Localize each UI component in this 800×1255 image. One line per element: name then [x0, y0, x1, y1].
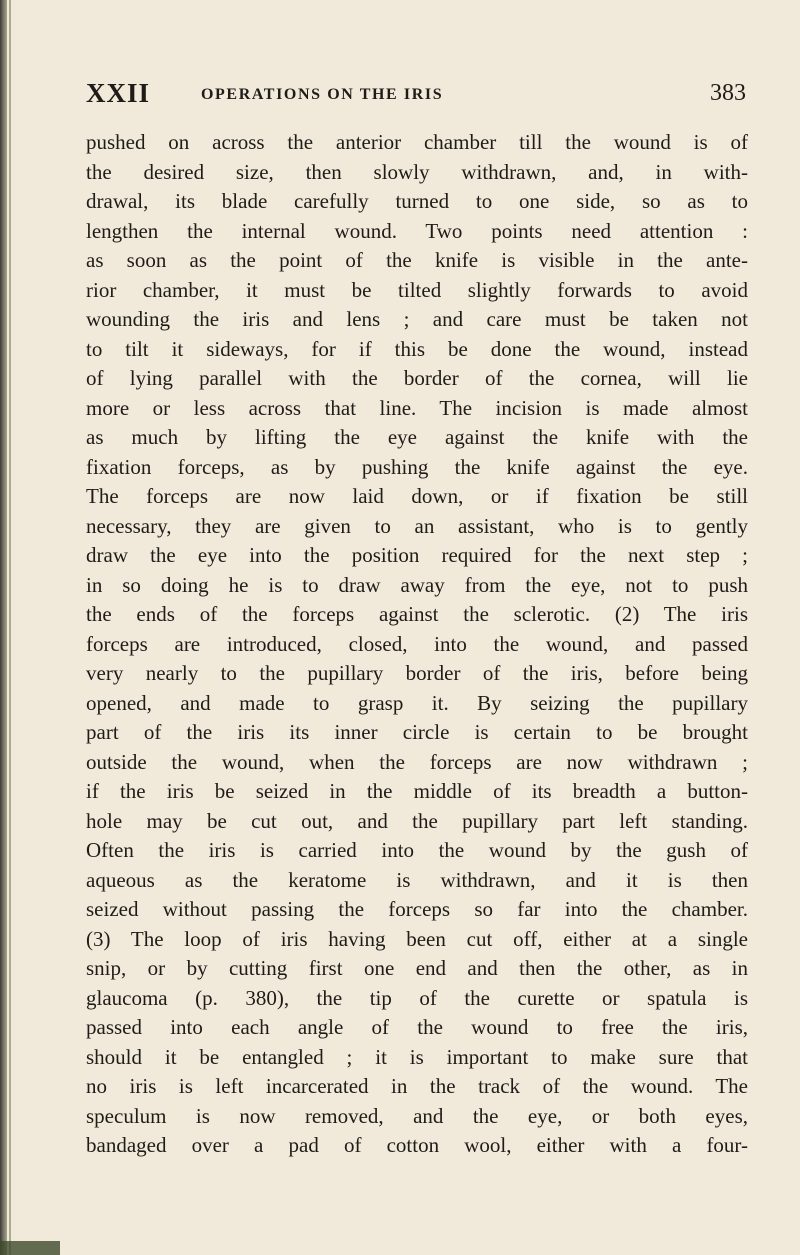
page-edge-line	[9, 0, 11, 1255]
text-line: no iris is left incarcerated in the track of the wound. The	[86, 1074, 748, 1098]
text-line: Often the iris is carried into the wound by the gush of	[86, 838, 748, 862]
text-line: hole may be cut out, and the pupillary part left standing.	[86, 808, 748, 833]
page-number: 383	[710, 80, 746, 106]
text-line: speculum is now removed, and the eye, or both eyes,	[86, 1103, 748, 1128]
text-line: more or less across that line. The incision is made almost	[86, 395, 748, 420]
text-line: to tilt it sideways, for if this be done the wound, instead	[86, 336, 748, 361]
text-line: of lying parallel with the border of the cornea, will lie	[86, 366, 748, 390]
text-line: passed into each angle of the wound to free the iris,	[86, 1015, 748, 1039]
text-line: drawal, its blade carefully turned to one side, so as to	[86, 189, 748, 213]
text-line: glaucoma (p. 380), the tip of the curette or spatula is	[86, 985, 748, 1010]
text-line: the desired size, then slowly withdrawn, and, in with-	[86, 159, 748, 184]
text-line: wounding the iris and lens ; and care must be taken not	[86, 307, 748, 331]
text-line: seized without passing the forceps so far into the chamber.	[86, 897, 748, 921]
text-line: snip, or by cutting first one end and then the other, as in	[86, 956, 748, 980]
text-line: as much by lifting the eye against the knife with the	[86, 425, 748, 449]
text-line: aqueous as the keratome is withdrawn, and it is then	[86, 867, 748, 892]
text-line: very nearly to the pupillary border of the iris, before being	[86, 661, 748, 685]
text-line: part of the iris its inner circle is certain to be brought	[86, 720, 748, 744]
text-line: The forceps are now laid down, or if fixation be still	[86, 484, 748, 508]
text-line: (3) The loop of iris having been cut off, either at a single	[86, 926, 748, 951]
text-line: outside the wound, when the forceps are now withdrawn ;	[86, 749, 748, 774]
text-line: draw the eye into the position required for the next step ;	[86, 543, 748, 567]
page-header	[86, 78, 746, 112]
running-title: OPERATIONS ON THE IRIS	[201, 86, 444, 103]
text-line: bandaged over a pad of cotton wool, either with a four-	[86, 1133, 748, 1157]
text-line: pushed on across the anterior chamber till the wound is of	[86, 130, 748, 154]
text-line: the ends of the forceps against the sclerotic. (2) The iris	[86, 602, 748, 626]
corner-shadow	[0, 1241, 60, 1255]
text-line: fixation forceps, as by pushing the knife against the eye.	[86, 454, 748, 479]
text-line: as soon as the point of the knife is visible in the ante-	[86, 248, 748, 272]
text-line: rior chamber, it must be tilted slightly forwards to avoid	[86, 277, 748, 302]
text-line: should it be entangled ; it is important to make sure that	[86, 1044, 748, 1069]
text-line: forceps are introduced, closed, into the wound, and passed	[86, 631, 748, 656]
text-line: in so doing he is to draw away from the eye, not to push	[86, 572, 748, 597]
body-text	[86, 128, 748, 1161]
chapter-number: XXII	[86, 78, 151, 108]
text-line: lengthen the internal wound. Two points need attention :	[86, 218, 748, 243]
text-line: necessary, they are given to an assistant, who is to gently	[86, 513, 748, 538]
page-edge	[0, 0, 7, 1255]
text-line: if the iris be seized in the middle of its breadth a button-	[86, 779, 748, 803]
text-line: opened, and made to grasp it. By seizing the pupillary	[86, 690, 748, 715]
